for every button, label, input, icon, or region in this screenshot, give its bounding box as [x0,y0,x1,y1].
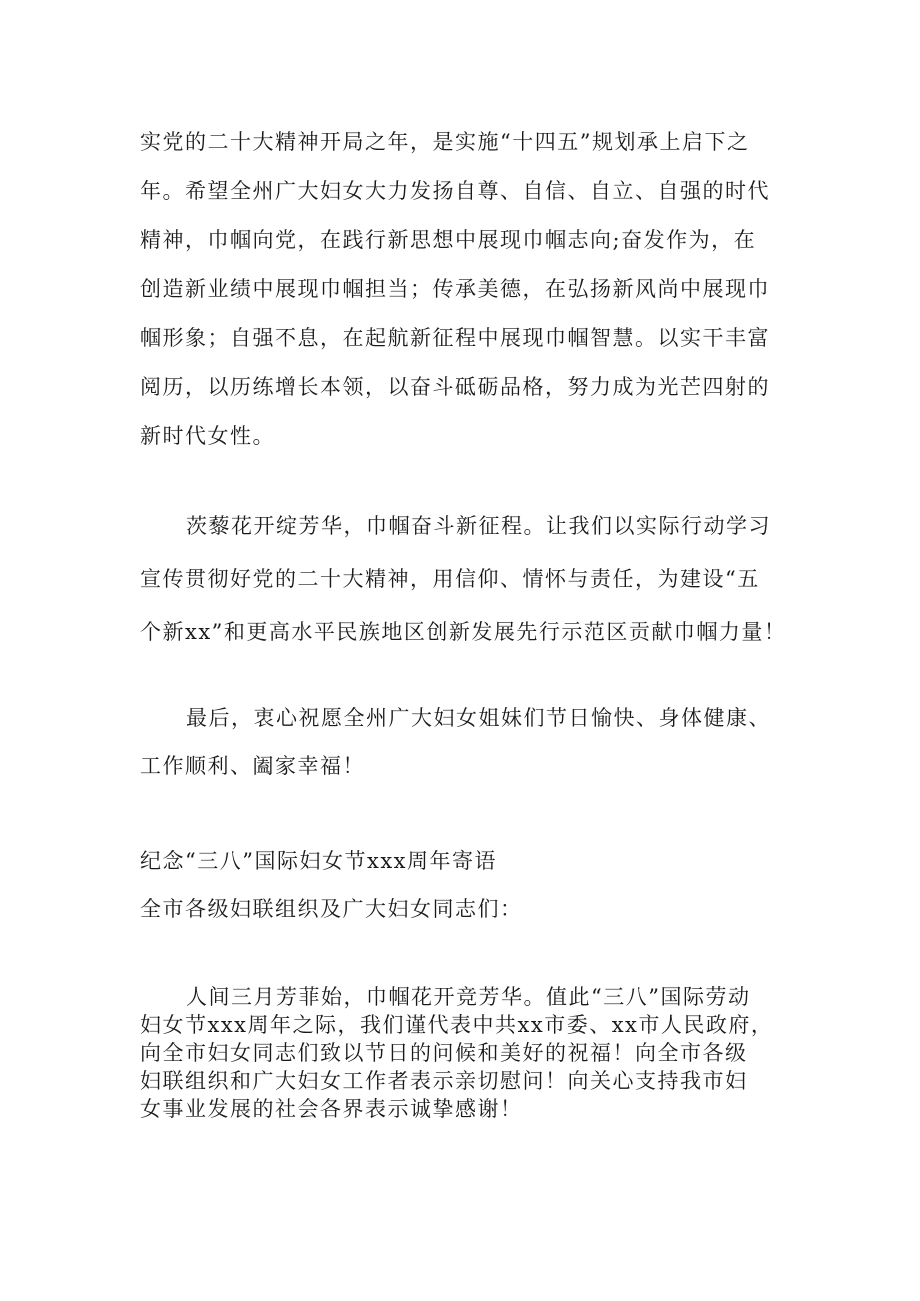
text-line: 工作顺利、阖家幸福！ [140,754,365,778]
text-line: 最后，衷心祝愿全州广大妇女姐妹们节日愉快、身体健康、 [186,706,771,730]
text-line: 新时代女性。 [140,424,275,448]
text-line: 人间三月芳菲始，巾帼花开竞芳华。值此“三八”国际劳动 [186,985,751,1009]
section-title: 纪念“三八”国际妇女节xxx周年寄语 [140,849,498,873]
text-line: 个新xx”和更高水平民族地区创新发展先行示范区贡献巾帼力量！ [140,620,787,644]
section-heading [140,837,800,933]
paragraph-closing-wishes-continued [140,118,800,461]
text-line: 精神，巾帼向党，在践行新思想中展现巾帼志向;奋发作为，在 [140,228,757,252]
salutation: 全市各级妇联组织及广大妇女同志们： [140,897,523,921]
text-line: 帼形象；自强不息，在起航新征程中展现巾帼智慧。以实干丰富 [140,326,770,350]
text-line: 女事业发展的社会各界表示诚挚感谢！ [140,1097,523,1121]
text-line: 阅历，以历练增长本领，以奋斗砥砺品格，努力成为光芒四射的 [140,375,770,399]
paragraph-final-wishes [140,694,800,790]
text-line: 妇女节xxx周年之际，我们谨代表中共xx市委、xx市人民政府， [140,1013,774,1037]
paragraph-greeting [140,983,800,1123]
text-line: 宣传贯彻好党的二十大精神，用信仰、情怀与责任，为建设“五 [140,567,760,591]
text-line: 妇联组织和广大妇女工作者表示亲切慰问！向关心支持我市妇 [140,1069,748,1093]
text-line: 创造新业绩中展现巾帼担当；传承美德，在弘扬新风尚中展现巾 [140,277,770,301]
text-line: 向全市妇女同志们致以节日的问候和美好的祝福！向全市各级 [140,1041,748,1065]
text-line: 茨藜花开绽芳华，巾帼奋斗新征程。让我们以实际行动学习 [186,514,771,538]
text-line: 年。希望全州广大妇女大力发扬自尊、自信、自立、自强的时代 [140,179,770,203]
paragraph-call-to-action [140,500,800,659]
text-line: 实党的二十大精神开局之年，是实施“十四五”规划承上启下之 [140,130,750,154]
